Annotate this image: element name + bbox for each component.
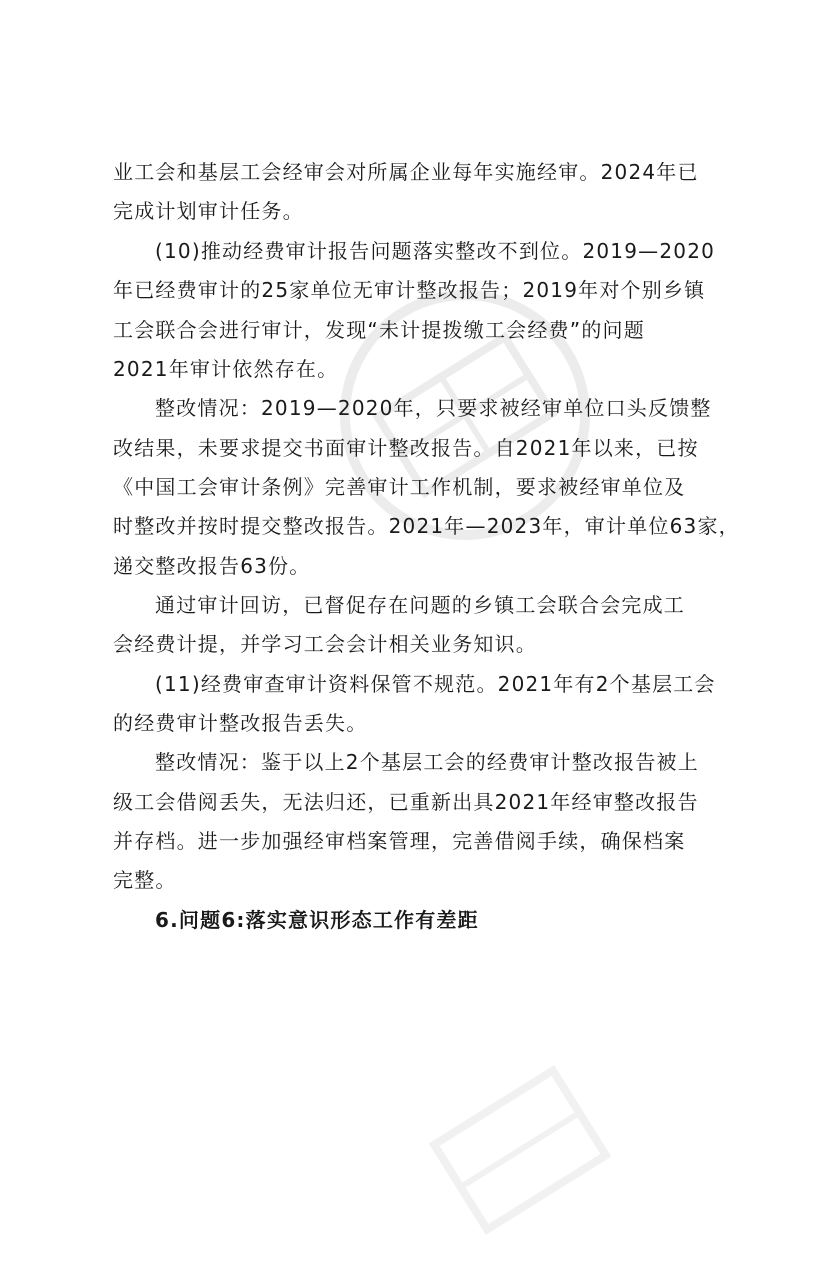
paragraph-line: 整改情况：鉴于以上2个基层工会的经费审计整改报告被上 bbox=[155, 750, 699, 774]
paragraph-line: 会经费计提，并学习工会会计相关业务知识。 bbox=[113, 632, 537, 656]
paragraph-line: 级工会借阅丢失，无法归还，已重新出具2021年经审整改报告 bbox=[113, 790, 699, 814]
paragraph-line: (10)推动经费审计报告问题落实整改不到位。2019—2020 bbox=[155, 239, 716, 263]
paragraph-line: 业工会和基层工会经审会对所属企业每年实施经审。2024年已 bbox=[113, 160, 699, 184]
paragraph-line: 整改情况：2019—2020年，只要求被经审单位口头反馈整 bbox=[155, 396, 712, 420]
paragraph-line: (11)经费审查审计资料保管不规范。2021年有2个基层工会 bbox=[155, 672, 716, 696]
paragraph-line: 年已经费审计的25家单位无审计整改报告；2019年对个别乡镇 bbox=[113, 278, 706, 302]
paragraph-line: 完整。 bbox=[113, 868, 177, 892]
paragraph-line: 的经费审计整改报告丢失。 bbox=[113, 711, 368, 735]
paragraph-line: 并存档。进一步加强经审档案管理，完善借阅手续，确保档案 bbox=[113, 829, 686, 853]
paragraph-line: 改结果，未要求提交书面审计整改报告。自2021年以来，已按 bbox=[113, 436, 699, 460]
watermark-logo-bottom bbox=[393, 1029, 647, 1271]
paragraph-line: 完成计划审计任务。 bbox=[113, 199, 304, 223]
paragraph-line: 递交整改报告63份。 bbox=[113, 554, 311, 578]
paragraph-line: 《中国工会审计条例》完善审计工作机制，要求被经审单位及 bbox=[113, 475, 686, 499]
paragraph-line: 工会联合会进行审计，发现“未计提拨缴工会经费”的问题 bbox=[113, 318, 645, 342]
section-heading: 6.问题6:落实意识形态工作有差距 bbox=[155, 908, 479, 932]
paragraph-line: 时整改并按时提交整改报告。2021年—2023年，审计单位63家， bbox=[113, 514, 740, 538]
paragraph-line: 通过审计回访，已督促存在问题的乡镇工会联合会完成工 bbox=[155, 593, 685, 617]
paragraph-line: 2021年审计依然存在。 bbox=[113, 357, 339, 381]
